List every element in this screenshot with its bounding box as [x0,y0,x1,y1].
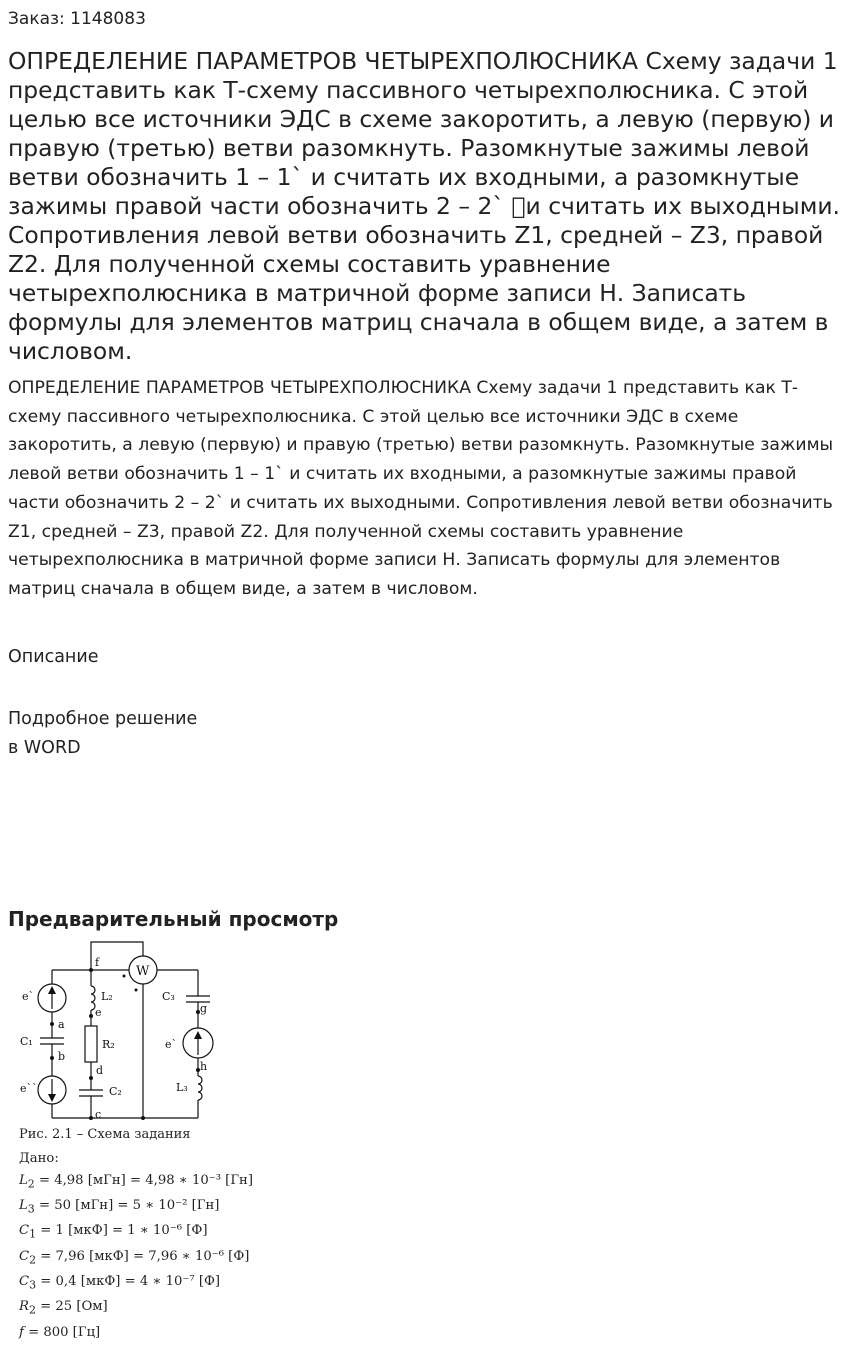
node-h-label: h [200,1060,208,1073]
node-e-label: e [95,1006,102,1019]
wattmeter-label: W [136,964,150,979]
order-number: Заказ: 1148083 [8,9,146,29]
description-line-2: в WORD [8,738,81,758]
given-line: $L_3 = 50$ [мГн] = 5 ∗ 10⁻² [Гн] [19,1198,220,1216]
given-line: f = 800 [Гц] [19,1324,101,1340]
figure-caption: Рис. 2.1 – Схема задания [19,1127,191,1142]
given-line: $C_3 = 0,4$ [мкФ] = 4 ∗ 10⁻⁷ [Ф] [19,1274,221,1292]
source-e3-label: e` [165,1038,178,1051]
node-c-label: c [95,1108,102,1121]
given-line: $L_2 = 4,98$ [мГн] = 4,98 ∗ 10⁻³ [Гн] [19,1172,253,1191]
capacitor-c2-label: C₂ [109,1085,122,1098]
node-f-label: f [95,956,100,969]
given-line: $C_1 = 1$ [мкФ] = 1 ∗ 10⁻⁶ [Ф] [19,1223,208,1242]
circuit-diagram [16,938,226,1123]
given-values [19,1148,253,1347]
given-line: $C_2 = 7,96$ [мкФ] = 7,96 ∗ 10⁻⁶ [Ф] [19,1248,250,1267]
node-d-label: d [96,1064,104,1077]
description-heading: Описание [8,647,99,667]
inductor-l2-label: L₂ [101,990,113,1003]
task-title-large: ОПРЕДЕЛЕНИЕ ПАРАМЕТРОВ ЧЕТЫРЕХПОЛЮСНИКА Схему задачи 1 представить как Т-схему пассивного четырехполюсника. С этой целью все источники ЭДС в схеме закоротить, а левую (первую) и правую (третью) ветви разомкнуть. Разомкнутые зажимы левой ветви обозначить 1 – 1` и считать их входными, а разомкнутые зажимы правой части обозначить 2 – 2`  и считать их выходными. Сопротивления левой ветви обозначить Z1, средней – Z3, правой Z2. Для полученной схемы составить уравнение четырехполюсника в матричной форме записи Н. Записать формулы для элементов матриц сначала в общем виде, а затем в числовом. [8,47,840,365]
task-text: ОПРЕДЕЛЕНИЕ ПАРАМЕТРОВ ЧЕТЫРЕХПОЛЮСНИКА Схему задачи 1 представить как Т-схему пассивного четырехполюсника. С этой целью все источники ЭДС в схеме закоротить, а левую (первую) и правую (третью) ветви разомкнуть. Разомкнутые зажимы левой ветви обозначить 1 – 1` и считать их входными, а разомкнутые зажимы правой части обозначить 2 – 2` и считать их выходными. Сопротивления левой ветви обозначить Z1, средней – Z3, правой Z2. Для полученной схемы составить уравнение четырехполюсника в матричной форме записи Н. Записать формулы для элементов матриц сначала в общем виде, а затем в числовом. [8,378,834,599]
description-line-1: Подробное решение [8,709,198,729]
preview-heading: Предварительный просмотр [8,907,339,931]
given-line: $R_2 = 25$ [Ом] [19,1299,108,1318]
node-b-label: b [58,1050,66,1063]
resistor-r2-label: R₂ [102,1038,115,1051]
capacitor-c3-label: C₃ [162,990,175,1003]
source-e2-label: e`` [20,1082,38,1095]
node-a-label: a [58,1018,65,1031]
inductor-l3-label: L₃ [176,1081,188,1094]
node-g-label: g [200,1002,208,1015]
given-heading: Дано: [19,1151,59,1166]
source-e1-label: e` [22,990,35,1003]
capacitor-c1-label: C₁ [20,1035,33,1048]
